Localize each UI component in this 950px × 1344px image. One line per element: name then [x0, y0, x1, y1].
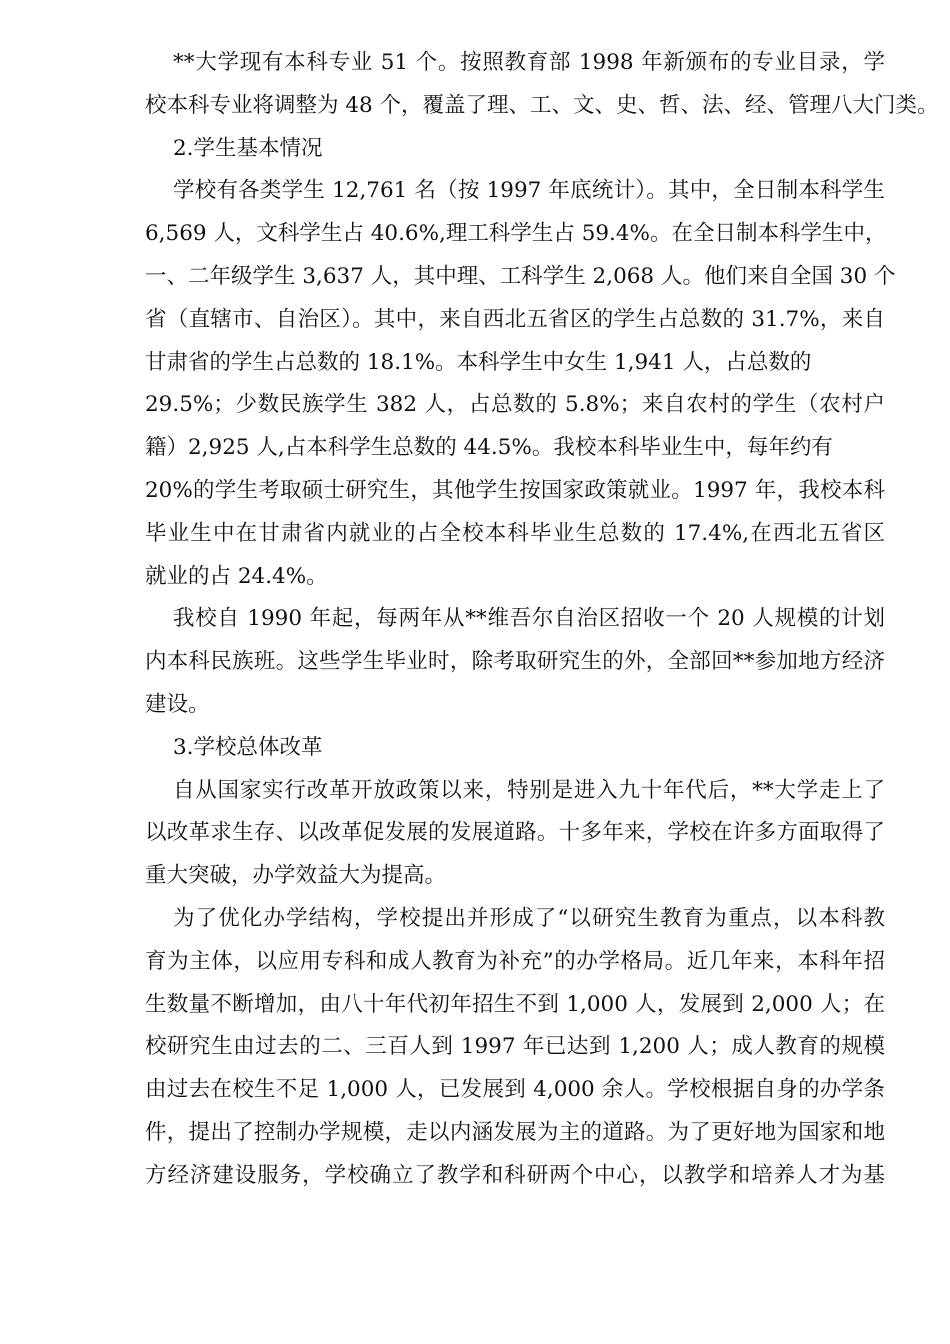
text-line: 毕业生中在甘肃省内就业的占全校本科毕业生总数的 17.4%,在西北五省区 [145, 520, 885, 546]
text-line: 一、二年级学生 3,637 人，其中理、工科学生 2,068 人。他们来自全国 30 个 [145, 263, 896, 289]
text-line: 重大突破，办学效益大为提高。 [145, 863, 447, 889]
text-line: 生数量不断增加，由八十年代初年招生不到 1,000 人，发展到 2,000 人；在 [145, 991, 885, 1017]
text-line: 校本科专业将调整为 48 个，覆盖了理、工、文、史、哲、法、经、管理八大门类。 [145, 92, 939, 118]
text-line: 省（直辖市、自治区）。其中，来自西北五省区的学生占总数的 31.7%，来自 [145, 306, 885, 332]
section-heading: 3.学校总体改革 [173, 734, 323, 760]
text-line: 件，提出了控制办学规模，走以内涵发展为主的道路。为了更好地为国家和地 [145, 1119, 885, 1145]
text-line: 甘肃省的学生占总数的 18.1%。本科学生中女生 1,941 人，占总数的 [145, 349, 812, 375]
text-line: 6,569 人，文科学生占 40.6%,理工科学生占 59.4%。在全日制本科学生中， [145, 221, 887, 247]
section-heading: 2.学生基本情况 [173, 135, 323, 161]
text-line: 就业的占 24.4%。 [145, 563, 328, 589]
text-line: 以改革求生存、以改革促发展的发展道路。十多年来，学校在许多方面取得了 [145, 820, 885, 846]
text-line: 校研究生由过去的二、三百人到 1997 年已达到 1,200 人；成人教育的规模 [145, 1034, 885, 1060]
text-line: 籍）2,925 人,占本科学生总数的 44.5%。我校本科毕业生中，每年约有 [145, 435, 833, 461]
text-line: 育为主体，以应用专科和成人教育为补充”的办学格局。近几年来，本科年招 [145, 948, 885, 974]
text-line: 内本科民族班。这些学生毕业时，除考取研究生的外，全部回**参加地方经济 [145, 649, 885, 675]
text-line: 方经济建设服务，学校确立了教学和科研两个中心，以教学和培养人才为基 [145, 1162, 885, 1188]
text-line: 29.5%；少数民族学生 382 人，占总数的 5.8%；来自农村的学生（农村户 [145, 392, 885, 418]
text-line: **大学现有本科专业 51 个。按照教育部 1998 年新颁布的专业目录，学 [173, 50, 885, 75]
text-line: 建设。 [145, 691, 210, 717]
text-line: 我校自 1990 年起，每两年从**维吾尔自治区招收一个 20 人规模的计划 [173, 606, 885, 632]
text-line: 学校有各类学生 12,761 名（按 1997 年底统计）。其中，全日制本科学生 [173, 178, 885, 204]
text-line: 自从国家实行改革开放政策以来，特别是进入九十年代后，**大学走上了 [173, 777, 885, 803]
text-line: 由过去在校生不足 1,000 人，已发展到 4,000 余人。学校根据自身的办学条 [145, 1077, 885, 1103]
document-page [145, 42, 939, 1198]
text-line: 为了优化办学结构，学校提出并形成了“以研究生教育为重点，以本科教 [173, 905, 885, 931]
text-line: 20%的学生考取硕士研究生，其他学生按国家政策就业。1997 年，我校本科 [145, 477, 885, 503]
